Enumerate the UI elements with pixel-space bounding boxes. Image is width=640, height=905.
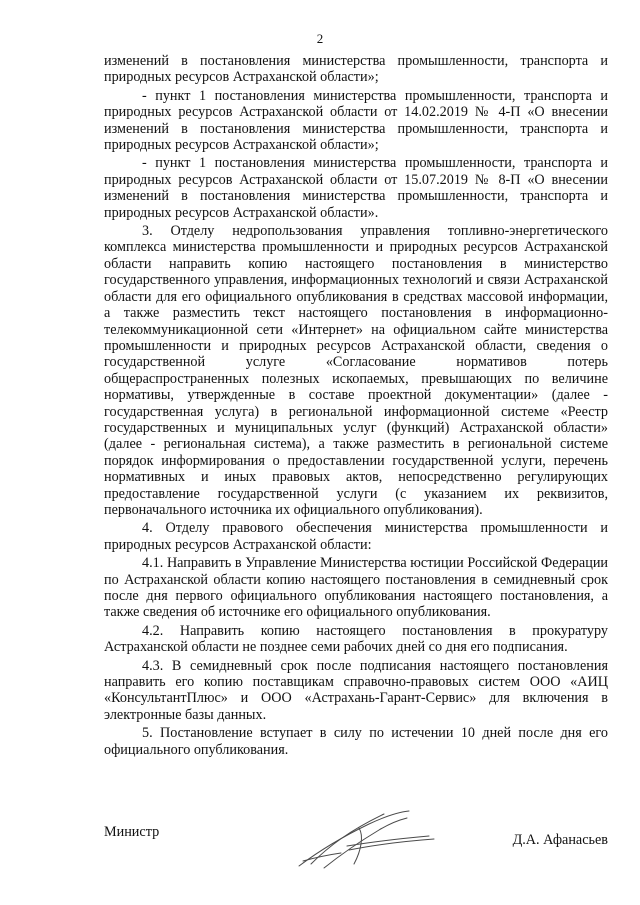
page-number: 2 — [316, 31, 324, 46]
handwritten-signature — [289, 806, 439, 876]
paragraph: - пункт 1 постановления министерства промышленности, транспорта и природных ресурсов Астраханской области от 15.07.2019 № 8-П «О внесении изменений в постановления министерства промышленности, транспорта и природных ресурсов Астраханской области». — [104, 155, 608, 221]
signature-block — [104, 812, 608, 872]
paragraph: 4.2. Направить копию настоящего постановления в прокуратуру Астраханской области не позднее семи рабочих дней со дня его подписания. — [104, 622, 608, 656]
signatory-title: Министр — [104, 824, 160, 840]
paragraph: 4.3. В семидневный срок после подписания настоящего постановления направить его копию поставщикам справочно-правовых систем ООО «АИЦ «КонсультантПлюс» и ООО «Астрахань-Гарант-Сервис» для включения в электронные базы данных. — [104, 657, 608, 723]
paragraph: изменений в постановления министерства промышленности, транспорта и природных ресурсов Астраханской области»; — [104, 53, 608, 86]
paragraph: - пункт 1 постановления министерства промышленности, транспорта и природных ресурсов Астраханской области от 14.02.2019 № 4-П «О внесении изменений в постановления министерства промышленности, транспорта и природных ресурсов Астраханской области»; — [104, 87, 608, 154]
paragraph: 3. Отделу недропользования управления топливно-энергетического комплекса министерства промышленности и природных ресурсов Астраханской области направить копию настоящего постановления в министерство государственного управления, информационных технологий и связи Астраханской области для его официального опубликования в средствах массовой информации, а также разместить текст настоящего постановления в информационно-телекоммуникационной сети «Интернет» на официальном сайте министерства промышленности и природных ресурсов Астраханской области, сведения о государственной услуге «Согласование нормативов потерь общераспространенных полезных ископаемых, превышающих по величине нормативы, утвержденные в составе проектной документации» (далее - государственная услуга) в региональной информационной системе «Реестр государственных и муниципальных услуг (функций) Астраханской области» (далее - региональная система), а также разместить в региональной системе порядок информирования о предоставлении государственной услуги, перечень нормативных и иных правовых актов, непосредственно регулирующих предоставление государственной услуги (с указанием их реквизитов, первоначального источника их официального опубликования). — [104, 223, 608, 518]
signatory-name: Д.А. Афанасьев — [512, 832, 608, 848]
paragraph: 5. Постановление вступает в силу по истечении 10 дней после дня его официального опубликования. — [104, 725, 608, 758]
paragraph: 4.1. Направить в Управление Министерства юстиции Российской Федерации по Астраханской области копию настоящего постановления в семидневный срок после дня первого официального опубликования настоящего постановления, а также сведения об источнике его официального опубликования. — [104, 555, 608, 621]
document-body — [104, 53, 608, 760]
paragraph: 4. Отделу правового обеспечения министерства промышленности и природных ресурсов Астраханской области: — [104, 520, 608, 553]
